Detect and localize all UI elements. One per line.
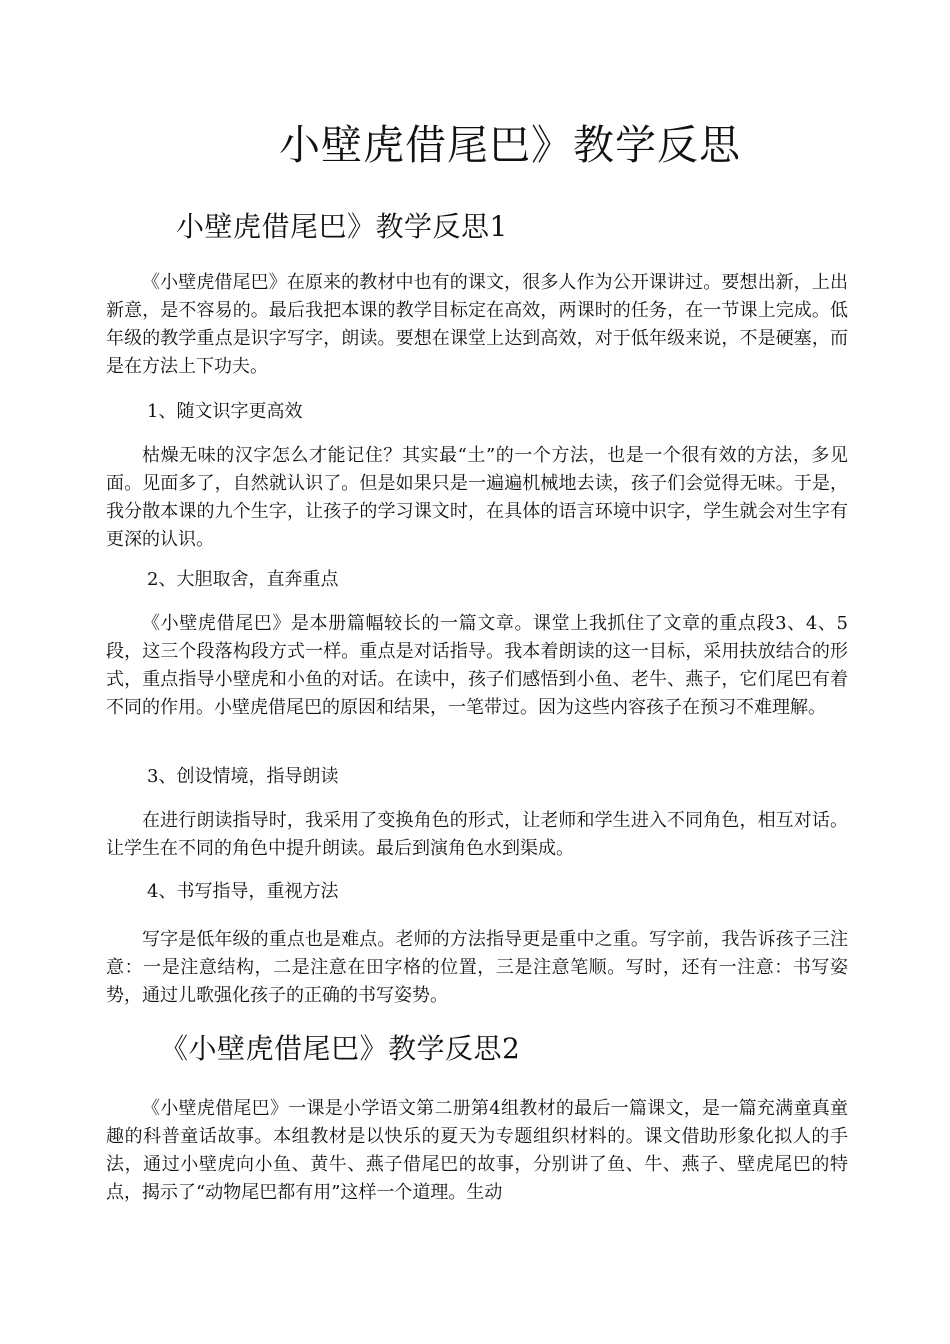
section-2-heading: 《小壁虎借尾巴》教学反思2: [160, 1032, 521, 1065]
section-1-point-3-subhead: 3、创设情境，指导朗读: [147, 766, 339, 787]
document-title: 小壁虎借尾巴》教学反思: [279, 121, 741, 169]
section-1-point-4-paragraph: 写字是低年级的重点也是难点。老师的方法指导更是重中之重。写字前，我告诉孩子三注意：一是注意结构，二是注意在田字格的位置，三是注意笔顺。写时，还有一注意：书写姿势，通过儿歌强化孩子的正确的书写姿势。: [106, 929, 848, 1006]
section-1-point-1-subhead: 1、随文识字更高效: [147, 401, 303, 422]
section-1-intro-paragraph: 《小壁虎借尾巴》在原来的教材中也有的课文，很多人作为公开课讲过。要想出新，上出新意，是不容易的。最后我把本课的教学目标定在高效，两课时的任务，在一节课上完成。低年级的教学重点是识字写字，朗读。要想在课堂上达到高效，对于低年级来说，不是硬塞，而是在方法上下功夫。: [106, 272, 848, 377]
section-1-point-2-paragraph: 《小壁虎借尾巴》是本册篇幅较长的一篇文章。课堂上我抓住了文章的重点段3、4、5段，这三个段落构段方式一样。重点是对话指导。我本着朗读的这一目标，采用扶放结合的形式，重点指导小壁虎和小鱼的对话。在读中，孩子们感悟到小鱼、老牛、燕子，它们尾巴有着不同的作用。小壁虎借尾巴的原因和结果，一笔带过。因为这些内容孩子在预习不难理解。: [106, 613, 848, 718]
section-1-heading: 小壁虎借尾巴》教学反思1: [176, 210, 508, 243]
section-1-point-3-paragraph: 在进行朗读指导时，我采用了变换角色的形式，让老师和学生进入不同角色，相互对话。让学生在不同的角色中提升朗读。最后到演角色水到渠成。: [106, 810, 848, 859]
section-1-point-1-paragraph: 枯燥无味的汉字怎么才能记住？其实最“土”的一个方法，也是一个很有效的方法，多见面。见面多了，自然就认识了。但是如果只是一遍遍机械地去读，孩子们会觉得无味。于是，我分散本课的九个生字，让孩子的学习课文时，在具体的语言环境中识字，学生就会对生字有更深的认识。: [106, 445, 848, 550]
section-1-point-2-subhead: 2、大胆取舍，直奔重点: [147, 569, 339, 590]
section-1-point-4-subhead: 4、书写指导，重视方法: [147, 881, 339, 902]
section-2-intro-paragraph: 《小壁虎借尾巴》一课是小学语文第二册第4组教材的最后一篇课文，是一篇充满童真童趣的科普童话故事。本组教材是以快乐的夏天为专题组织材料的。课文借助形象化拟人的手法，通过小壁虎向小鱼、黄牛、燕子借尾巴的故事，分别讲了鱼、牛、燕子、壁虎尾巴的特点，揭示了“动物尾巴都有用”这样一个道理。生动: [106, 1098, 848, 1203]
